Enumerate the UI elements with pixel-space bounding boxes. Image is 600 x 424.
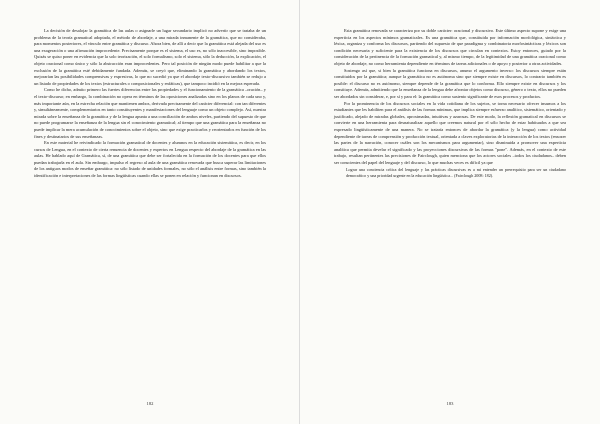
paragraph: Esta gramática renovada se caracteriza por su doble carácter: oracional y discursivo. Este último aspecto supone y exige una experticia en los aspectos mínimos gramaticales. Es una gramática que, constituida por información morfológica, sintáctica y léxica, organiza y conforma los discursos, partiendo del supuesto de que paradigma y combinatoria morfosintácticas y léxicos son condición necesaria y suficiente para la existencia de los discursos que circulan en contextos. Estoy entonces, guiado por la consideración de la pertinencia de la formación gramatical y, al mismo tiempo, de la legitimidad de una gramática oracional como objeto de abordaje, no como herramienta dependiente en términos de tareas adicionales o de apoyo y posterior a otras actividades. xyxy=(334,28,566,66)
right-page xyxy=(300,0,600,424)
block-quote: Lograr una conciencia crítica del lenguaje y las prácticas discursivas es a mi entender un prerrequisito para ser un ciudadano democrático y una prioridad urgente en la educación lingüística... (Fairclough 2008: 182). xyxy=(346,167,566,179)
paragraph: Por la prominencia de los discursos sociales en la vida cotidiana de los sujetos, se torna necesario ofrecer insumos a los estudiantes que les habiliten para el análisis de las formas mínimas, que implica siempre esfuerzo analítico, sistemático, orientado y justificado, alejado de miradas globales, aproximadas, intuitivas y azarosas. De este modo, la reflexión gramatical en discursos se convierte en una herramienta para desnaturalizar aquello que creemos natural por el sólo hecho de estar habituados a que sea expresado lingüísticamente de una manera. No se trataría entonces de abordar la gramática (y la lengua) como actividad dependiente de tareas de comprensión y producción textual, orientada a claves exploratorias de la interacción de los textos (ensozer las partes de la narración, conocer cuáles son los mecanismos para argumentar), sino disminuida a promover una experticia analítica que permita develar el significado y las proyecciones discursivas de las formas "pone". Además, en el contexto de este trabajo, resultan pertinentes las precisiones de Fairclough, quien menciona que los actores sociales –todos los ciudadanos– deben ser conscientes del papel del lenguaje y del discurso, lo que muchas veces es difícil ya que xyxy=(334,100,566,165)
left-page-text xyxy=(34,28,266,180)
paragraph: La decisión de desalojar la gramática de las aulas o asignarle un lugar secundario implicó no advertir que se trataba de un problema de la teoría gramatical adoptada, el método de abordaje, a una mirada inmanente de la gramática, que no consideraba, para momentos posteriores, el vínculo entre gramática y discurso. Ahora bien, de allí a decir que la gramática está alejada del uso es una exageración o una afirmación improcedente. Precisamente porque es el sistema, el uso es, no sólo inaccesible, sino imposible. Quizás se quiso poner en evidencia que la solo teorización, el solo formalismo, solo el sistema, sólo la deducción, la explicación, el objeto oracional como único y sólo la abstracción eran improcedentes. Pero tal posición de ningún modo puede habilitar a que la exclusión de la gramática esté debidamente fundada. Además, se creyó que, eliminando la gramática y abordando los textos, mejorarían las posibilidades comprensivas y expresivas, lo que no sucedió ya que el abordaje texto-discursivo también se redujo a un listado de propiedades de los textos (estructurales o composicionales y enfáticas), que tampoco incidió en la mejora esperada. xyxy=(34,28,266,86)
page-number: 183 xyxy=(446,401,454,406)
paragraph: Sostengo así que, si bien la gramática funciona en discursos, anumo el argumento inverso: los discursos siempre están constituidos por la gramática; aunque la gramática no es autónoma sino que siempre existe en discursos, lo contrario también es posible: el discurso no es autónomo, siempre depende de la gramática que lo conforma. Ello siempre existe en discursos y los constituye. Además, admitiendo que la enseñanza de la lengua debe afrontar objetos como discurso, género o texto, ellos no pueden ser abordados sin considerar, e, por sí y para el: la gramática como sustento significante de esos procesos y productos. xyxy=(334,67,566,99)
page-number: 182 xyxy=(146,401,154,406)
right-page-text xyxy=(334,28,566,179)
paragraph: En este material he reivindicado la formación gramatical de docentes y alumnos en la educación sistemática, es decir, en los cursos de Lengua, en el contexto de cierta renuencia de docentes y expertos en Lengua respecto del abordaje de la gramática en las aulas. He hablado aquí de Gramática, sí, de una gramática que debe ser fortalecida en la formación de los docentes para que ellos puedan trabajarla en el aula. Sin embargo, impulso el regreso al aula de una gramática renovada que busca superar las limitaciones de los antiguos modos de enseñar gramática: no sólo listado de unidades formales, no sólo el análisis entre formas, sino también la identificación e interpretaciones de las formas lingüísticas cuando ellas se ponen en relación y funcionan en discursos. xyxy=(34,140,266,179)
paragraph: Como he dicho, admito primero las fuertes diferencias entre las propiedades y el funcionamiento de la gramática –oración– y el texto-discurso; en embargo, la combinación no opera en términos de las oposiciones analizadas sino en los planos de cada uno y, más importante aún, en la estrecha relación que mantienen ambos, derivada precisamente del carácter diferencial: con tan diferentes y, simultáneamente, complementarios en tanto constituyentes y manifestaciones del lenguaje como un objeto complejo. Así, nuestra mirada sobre la enseñanza de la gramática y de la lengua apunta a una conciliación de ambos niveles, partiendo del supuesto de que no puede programarse la enseñanza de la lengua sin el conocimiento gramatical; al tiempo que una gramática para la enseñanza no puede implicar la mera acumulación de conocimientos sobre el objeto, sino que exige practicarlos y reorientarlos en función de los fines y destinatarios de sus enseñanzas. xyxy=(34,87,266,139)
